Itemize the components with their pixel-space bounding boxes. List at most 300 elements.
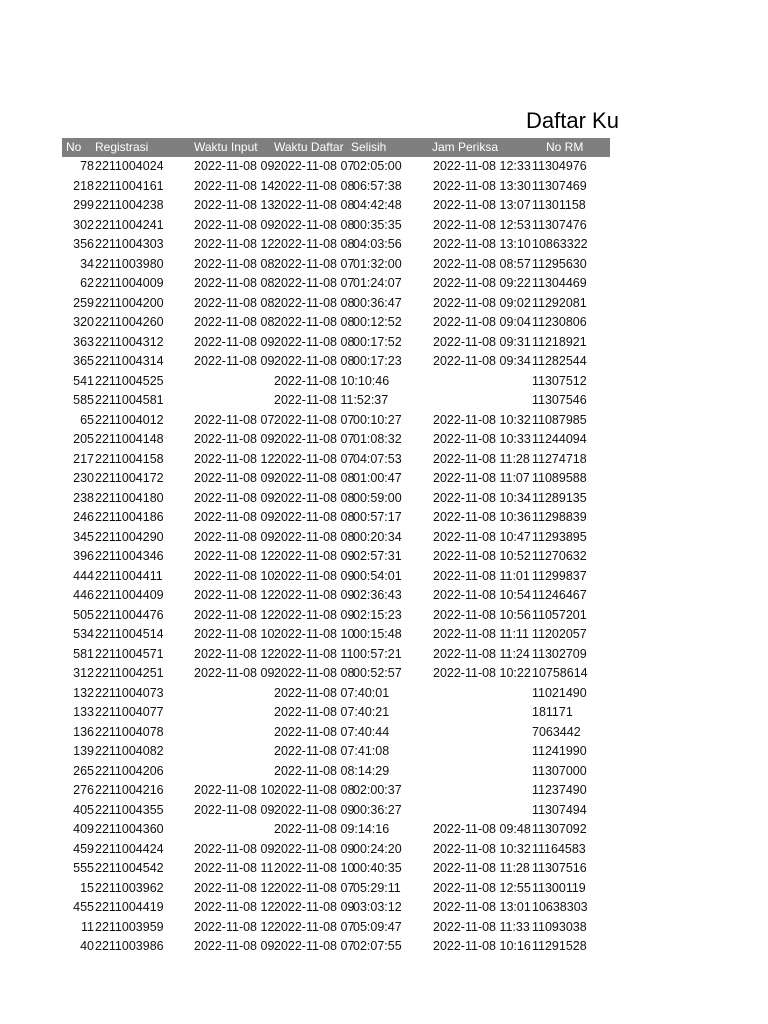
cell-registrasi: 2211004180 (95, 490, 164, 505)
cell-no-rm: 11295630 (532, 256, 587, 271)
cell-registrasi: 2211004024 (95, 159, 164, 173)
cell-selisih: 01:24:07 (353, 276, 402, 290)
cell-registrasi: 2211004346 (95, 549, 164, 563)
cell-no: 444 (73, 568, 94, 583)
cell-no-rm: 11241990 (532, 744, 587, 758)
table-row (0, 372, 768, 392)
cell-selisih: 00:17:23 (353, 354, 402, 368)
cell-registrasi: 2211004419 (95, 900, 164, 914)
cell-selisih: 00:59:00 (353, 490, 402, 505)
cell-selisih: 00:17:52 (353, 334, 402, 349)
cell-selisih: 00:12:52 (353, 315, 402, 329)
cell-waktu-input: 2022-11-08 14 (194, 178, 275, 193)
cell-no: 34 (80, 256, 94, 271)
table-row (0, 645, 768, 665)
cell-jam-periksa: 2022-11-08 11:11 (433, 627, 529, 641)
cell-selisih: 04:07:53 (353, 451, 402, 466)
cell-waktu-input: 2022-11-08 09 (194, 217, 275, 232)
cell-no-rm: 11292081 (532, 295, 587, 310)
cell-no: 15 (80, 880, 94, 895)
cell-no: 276 (73, 783, 94, 797)
cell-no-rm: 11304976 (532, 159, 587, 173)
cell-no: 363 (73, 334, 94, 349)
cell-waktu-daftar: 2022-11-08 08 (274, 354, 355, 368)
cell-selisih: 00:40:35 (353, 861, 402, 875)
cell-no-rm: 11301158 (532, 198, 586, 212)
cell-jam-periksa: 2022-11-08 09:34 (433, 354, 531, 368)
cell-jam-periksa: 2022-11-08 09:02 (433, 295, 531, 310)
table-row (0, 216, 768, 236)
cell-no: 136 (73, 724, 94, 739)
cell-registrasi: 2211004012 (95, 412, 164, 427)
header-waktu-daftar: Waktu Daftar (274, 140, 344, 154)
cell-waktu-daftar: 2022-11-08 08 (274, 315, 355, 329)
cell-no: 217 (73, 451, 94, 466)
cell-waktu-daftar: 2022-11-08 09 (274, 588, 355, 602)
cell-no: 505 (73, 607, 94, 622)
cell-registrasi: 2211003959 (95, 919, 164, 934)
cell-registrasi: 2211004312 (95, 334, 164, 349)
cell-registrasi: 2211004314 (95, 354, 164, 368)
cell-selisih: 04:03:56 (353, 237, 402, 251)
cell-registrasi: 2211003986 (95, 939, 164, 953)
cell-jam-periksa: 2022-11-08 12:53 (433, 217, 531, 232)
cell-no: 585 (73, 393, 94, 407)
table-row (0, 469, 768, 489)
cell-selisih: 02:07:55 (353, 939, 402, 953)
cell-waktu-input: 2022-11-08 08 (194, 276, 275, 290)
cell-no-rm: 181171 (532, 705, 573, 719)
table-row (0, 274, 768, 294)
cell-waktu-daftar: 2022-11-08 08 (274, 471, 355, 485)
table-row (0, 781, 768, 801)
table-row (0, 918, 768, 938)
cell-waktu-input: 2022-11-08 12 (194, 237, 275, 251)
cell-no-rm: 11307546 (532, 393, 587, 407)
sheet-title: Daftar Ku (526, 108, 619, 133)
cell-no-rm: 11274718 (532, 451, 587, 466)
cell-selisih: 00:20:34 (353, 529, 402, 544)
cell-selisih: 03:03:12 (353, 900, 402, 914)
cell-waktu-daftar: 2022-11-08 07 (274, 159, 355, 173)
cell-waktu-input: 2022-11-08 12 (194, 607, 275, 622)
cell-waktu-daftar: 2022-11-08 07 (274, 451, 355, 466)
cell-no: 218 (73, 178, 94, 193)
cell-waktu-daftar: 2022-11-08 09 (274, 802, 355, 817)
cell-waktu-daftar: 2022-11-08 08 (274, 666, 355, 680)
cell-waktu-daftar: 2022-11-08 08:14:29 (274, 763, 390, 778)
cell-no: 396 (73, 549, 94, 563)
table-row (0, 898, 768, 918)
cell-registrasi: 2211003980 (95, 256, 164, 271)
table-header (62, 138, 610, 157)
cell-waktu-input: 2022-11-08 11 (194, 861, 274, 875)
cell-no-rm: 11307469 (532, 178, 587, 193)
table-row (0, 333, 768, 353)
cell-selisih: 02:00:37 (353, 783, 402, 797)
cell-jam-periksa: 2022-11-08 10:34 (433, 490, 531, 505)
header-no: No (66, 140, 82, 154)
cell-no: 581 (73, 646, 94, 661)
cell-registrasi: 2211004216 (95, 783, 164, 797)
cell-waktu-input: 2022-11-08 08 (194, 256, 275, 271)
cell-waktu-input: 2022-11-08 08 (194, 315, 275, 329)
cell-selisih: 00:36:47 (353, 295, 402, 310)
cell-waktu-daftar: 2022-11-08 10 (274, 627, 355, 641)
cell-waktu-daftar: 2022-11-08 10:10:46 (274, 373, 390, 388)
cell-no: 230 (73, 471, 94, 485)
cell-waktu-daftar: 2022-11-08 09 (274, 841, 355, 856)
cell-no-rm: 11164583 (532, 841, 586, 856)
cell-selisih: 00:10:27 (353, 412, 402, 427)
cell-waktu-daftar: 2022-11-08 08 (274, 510, 355, 524)
cell-selisih: 02:36:43 (353, 588, 402, 602)
cell-waktu-daftar: 2022-11-08 09 (274, 607, 355, 622)
cell-waktu-input: 2022-11-08 09 (194, 490, 275, 505)
cell-no-rm: 11307512 (532, 373, 587, 388)
cell-registrasi: 2211004409 (95, 588, 164, 602)
table-row (0, 313, 768, 333)
table-row (0, 294, 768, 314)
cell-no: 40 (80, 939, 94, 953)
cell-registrasi: 2211003962 (95, 880, 164, 895)
cell-no: 62 (80, 276, 94, 290)
cell-no-rm: 11270632 (532, 549, 587, 563)
cell-no-rm: 11087985 (532, 412, 587, 427)
table-row (0, 664, 768, 684)
cell-waktu-input: 2022-11-08 12 (194, 549, 275, 563)
cell-waktu-input: 2022-11-08 10 (194, 568, 275, 583)
cell-waktu-daftar: 2022-11-08 07:41:08 (274, 744, 390, 758)
cell-waktu-input: 2022-11-08 09 (194, 334, 275, 349)
cell-no-rm: 11244094 (532, 432, 587, 446)
cell-no-rm: 11307476 (532, 217, 587, 232)
cell-selisih: 00:24:20 (353, 841, 402, 856)
cell-no-rm: 11307516 (532, 861, 587, 875)
cell-no-rm: 11307494 (532, 802, 587, 817)
cell-jam-periksa: 2022-11-08 09:04 (433, 315, 531, 329)
cell-waktu-input: 2022-11-08 09 (194, 529, 275, 544)
table-row (0, 742, 768, 762)
table-row (0, 177, 768, 197)
cell-selisih: 05:29:11 (353, 880, 401, 895)
cell-waktu-daftar: 2022-11-08 08 (274, 198, 355, 212)
cell-jam-periksa: 2022-11-08 11:24 (433, 646, 530, 661)
cell-no: 299 (73, 198, 94, 212)
cell-waktu-daftar: 2022-11-08 07:40:01 (274, 685, 390, 700)
table-row (0, 684, 768, 704)
cell-registrasi: 2211004186 (95, 510, 164, 524)
cell-selisih: 00:36:27 (353, 802, 402, 817)
cell-selisih: 00:57:21 (353, 646, 402, 661)
cell-no: 133 (73, 705, 94, 719)
table-row (0, 801, 768, 821)
cell-jam-periksa: 2022-11-08 13:01 (433, 900, 531, 914)
cell-waktu-daftar: 2022-11-08 08 (274, 295, 355, 310)
cell-registrasi: 2211004355 (95, 802, 164, 817)
cell-no-rm: 11304469 (532, 276, 587, 290)
cell-no: 246 (73, 510, 94, 524)
cell-waktu-input: 2022-11-08 10 (194, 783, 275, 797)
cell-selisih: 02:57:31 (353, 549, 402, 563)
cell-waktu-input: 2022-11-08 09 (194, 939, 275, 953)
cell-jam-periksa: 2022-11-08 08:57 (433, 256, 531, 271)
cell-registrasi: 2211004238 (95, 198, 164, 212)
cell-no-rm: 11246467 (532, 588, 587, 602)
cell-no-rm: 10863322 (532, 237, 588, 251)
cell-registrasi: 2211004200 (95, 295, 164, 310)
table-row (0, 528, 768, 548)
cell-jam-periksa: 2022-11-08 10:52 (433, 549, 531, 563)
cell-registrasi: 2211004077 (95, 705, 164, 719)
cell-jam-periksa: 2022-11-08 10:36 (433, 510, 531, 524)
cell-jam-periksa: 2022-11-08 10:16 (433, 939, 531, 953)
cell-waktu-daftar: 2022-11-08 10 (274, 861, 355, 875)
cell-no-rm: 11300119 (532, 880, 586, 895)
table-row (0, 411, 768, 431)
cell-no-rm: 10638303 (532, 900, 588, 914)
table-row (0, 157, 768, 177)
cell-no: 139 (73, 744, 94, 758)
cell-waktu-input: 2022-11-08 09 (194, 159, 275, 173)
cell-no: 312 (73, 666, 94, 680)
header-selisih: Selisih (351, 140, 387, 154)
cell-waktu-daftar: 2022-11-08 09:14:16 (274, 822, 390, 836)
cell-waktu-daftar: 2022-11-08 07 (274, 412, 355, 427)
cell-waktu-input: 2022-11-08 08 (194, 295, 275, 310)
cell-no-rm: 7063442 (532, 724, 581, 739)
cell-jam-periksa: 2022-11-08 11:07 (433, 471, 530, 485)
table-body (0, 157, 768, 957)
header-jam-periksa: Jam Periksa (432, 140, 499, 154)
cell-jam-periksa: 2022-11-08 11:01 (433, 568, 530, 583)
cell-no: 459 (73, 841, 94, 856)
cell-registrasi: 2211004241 (95, 217, 164, 232)
table-row (0, 567, 768, 587)
table-row (0, 255, 768, 275)
table-row (0, 859, 768, 879)
cell-jam-periksa: 2022-11-08 10:54 (433, 588, 531, 602)
table-row (0, 391, 768, 411)
cell-no: 365 (73, 354, 94, 368)
cell-waktu-daftar: 2022-11-08 08 (274, 178, 355, 193)
cell-waktu-daftar: 2022-11-08 07 (274, 276, 355, 290)
cell-selisih: 06:57:38 (353, 178, 402, 193)
table-row (0, 840, 768, 860)
cell-waktu-input: 2022-11-08 10 (194, 627, 275, 641)
cell-waktu-daftar: 2022-11-08 11 (274, 646, 354, 661)
cell-waktu-daftar: 2022-11-08 09 (274, 900, 355, 914)
cell-no: 534 (73, 627, 94, 641)
cell-no-rm: 11302709 (532, 646, 587, 661)
cell-waktu-daftar: 2022-11-08 09 (274, 549, 355, 563)
cell-no-rm: 11089588 (532, 471, 587, 485)
cell-jam-periksa: 2022-11-08 11:33 (433, 919, 530, 934)
cell-registrasi: 2211004525 (95, 373, 164, 388)
cell-no: 409 (73, 822, 94, 836)
cell-no: 405 (73, 802, 94, 817)
cell-jam-periksa: 2022-11-08 09:22 (433, 276, 531, 290)
cell-selisih: 00:52:57 (353, 666, 402, 680)
cell-registrasi: 2211004476 (95, 607, 164, 622)
cell-registrasi: 2211004360 (95, 822, 164, 836)
cell-no: 259 (73, 295, 94, 310)
cell-no: 205 (73, 432, 94, 446)
cell-no-rm: 11307000 (532, 763, 587, 778)
cell-jam-periksa: 2022-11-08 10:33 (433, 432, 531, 446)
cell-waktu-daftar: 2022-11-08 11:52:37 (274, 393, 389, 407)
cell-no: 265 (73, 763, 94, 778)
cell-registrasi: 2211004082 (95, 744, 164, 758)
cell-jam-periksa: 2022-11-08 11:28 (433, 861, 530, 875)
table-row (0, 606, 768, 626)
cell-jam-periksa: 2022-11-08 10:32 (433, 841, 531, 856)
cell-registrasi: 2211004424 (95, 841, 164, 856)
table-row (0, 879, 768, 899)
cell-no: 320 (73, 315, 94, 329)
cell-selisih: 00:35:35 (353, 217, 402, 232)
table-row (0, 937, 768, 957)
cell-waktu-input: 2022-11-08 12 (194, 880, 275, 895)
cell-registrasi: 2211004514 (95, 627, 164, 641)
cell-waktu-daftar: 2022-11-08 09 (274, 568, 355, 583)
cell-no: 356 (73, 237, 94, 251)
cell-jam-periksa: 2022-11-08 12:55 (433, 880, 531, 895)
cell-no-rm: 11289135 (532, 490, 587, 505)
cell-no-rm: 11293895 (532, 529, 587, 544)
cell-no-rm: 11057201 (532, 607, 587, 622)
cell-registrasi: 2211004073 (95, 685, 164, 700)
cell-jam-periksa: 2022-11-08 10:47 (433, 529, 531, 544)
cell-no: 132 (73, 685, 94, 700)
cell-selisih: 00:57:17 (353, 510, 402, 524)
cell-selisih: 01:00:47 (353, 471, 402, 485)
cell-no-rm: 11230806 (532, 315, 587, 329)
cell-waktu-input: 2022-11-08 09 (194, 802, 275, 817)
cell-jam-periksa: 2022-11-08 13:30 (433, 178, 531, 193)
cell-registrasi: 2211004581 (95, 393, 164, 407)
table-row (0, 489, 768, 509)
cell-no-rm: 11218921 (532, 334, 587, 349)
cell-waktu-input: 2022-11-08 12 (194, 451, 275, 466)
cell-waktu-input: 2022-11-08 07 (194, 412, 275, 427)
cell-jam-periksa: 2022-11-08 09:31 (433, 334, 531, 349)
cell-waktu-daftar: 2022-11-08 07:40:21 (274, 705, 390, 719)
cell-no-rm: 11299837 (532, 568, 587, 583)
cell-jam-periksa: 2022-11-08 13:07 (433, 198, 531, 212)
table-row (0, 625, 768, 645)
cell-jam-periksa: 2022-11-08 13:10 (433, 237, 531, 251)
cell-registrasi: 2211004303 (95, 237, 164, 251)
cell-waktu-input: 2022-11-08 12 (194, 919, 275, 934)
cell-waktu-input: 2022-11-08 09 (194, 841, 275, 856)
table-row (0, 352, 768, 372)
cell-registrasi: 2211004158 (95, 451, 164, 466)
cell-selisih: 01:32:00 (353, 256, 402, 271)
cell-no-rm: 11291528 (532, 939, 587, 953)
cell-no: 541 (73, 373, 94, 388)
cell-waktu-daftar: 2022-11-08 08 (274, 237, 355, 251)
cell-no: 302 (73, 217, 94, 232)
cell-no-rm: 11237490 (532, 783, 587, 797)
cell-no: 11 (81, 919, 94, 934)
cell-waktu-daftar: 2022-11-08 07 (274, 432, 355, 446)
table-row (0, 703, 768, 723)
cell-no: 65 (80, 412, 94, 427)
table-row (0, 762, 768, 782)
cell-waktu-daftar: 2022-11-08 08 (274, 334, 355, 349)
table-row (0, 508, 768, 528)
cell-no-rm: 11093038 (532, 919, 587, 934)
cell-jam-periksa: 2022-11-08 09:48 (433, 822, 531, 836)
cell-registrasi: 2211004148 (95, 432, 164, 446)
cell-selisih: 00:15:48 (353, 627, 402, 641)
cell-waktu-daftar: 2022-11-08 08 (274, 783, 355, 797)
header-registrasi: Registrasi (95, 140, 149, 154)
cell-waktu-input: 2022-11-08 09 (194, 471, 275, 485)
cell-no-rm: 11202057 (532, 627, 587, 641)
cell-registrasi: 2211004009 (95, 276, 164, 290)
cell-registrasi: 2211004206 (95, 763, 164, 778)
cell-waktu-daftar: 2022-11-08 07:40:44 (274, 724, 390, 739)
cell-selisih: 05:09:47 (353, 919, 402, 934)
cell-registrasi: 2211004411 (95, 568, 163, 583)
cell-jam-periksa: 2022-11-08 12:33 (433, 159, 531, 173)
cell-registrasi: 2211004290 (95, 529, 164, 544)
cell-registrasi: 2211004571 (95, 646, 164, 661)
cell-waktu-daftar: 2022-11-08 07 (274, 880, 355, 895)
cell-no-rm: 11282544 (532, 354, 587, 368)
cell-no-rm: 11298839 (532, 510, 587, 524)
cell-selisih: 01:08:32 (353, 432, 402, 446)
cell-no-rm: 10758614 (532, 666, 588, 680)
cell-registrasi: 2211004161 (95, 178, 164, 193)
cell-waktu-input: 2022-11-08 09 (194, 666, 275, 680)
cell-waktu-input: 2022-11-08 12 (194, 588, 275, 602)
cell-registrasi: 2211004078 (95, 724, 164, 739)
cell-no: 446 (73, 588, 94, 602)
cell-waktu-daftar: 2022-11-08 07 (274, 919, 355, 934)
table-row (0, 586, 768, 606)
cell-waktu-daftar: 2022-11-08 07 (274, 939, 355, 953)
cell-no: 78 (80, 159, 94, 173)
table-row (0, 196, 768, 216)
cell-waktu-input: 2022-11-08 12 (194, 646, 275, 661)
cell-jam-periksa: 2022-11-08 10:56 (433, 607, 531, 622)
header-waktu-input: Waktu Input (194, 140, 258, 154)
cell-jam-periksa: 2022-11-08 10:32 (433, 412, 531, 427)
cell-no-rm: 11021490 (532, 685, 587, 700)
cell-waktu-input: 2022-11-08 12 (194, 900, 275, 914)
table-row (0, 723, 768, 743)
table-row (0, 450, 768, 470)
table-row (0, 235, 768, 255)
cell-waktu-daftar: 2022-11-08 08 (274, 490, 355, 505)
cell-waktu-daftar: 2022-11-08 08 (274, 529, 355, 544)
cell-no-rm: 11307092 (532, 822, 587, 836)
cell-waktu-daftar: 2022-11-08 08 (274, 217, 355, 232)
table-row (0, 820, 768, 840)
cell-selisih: 02:05:00 (353, 159, 402, 173)
cell-waktu-input: 2022-11-08 09 (194, 432, 275, 446)
cell-jam-periksa: 2022-11-08 10:22 (433, 666, 531, 680)
cell-waktu-input: 2022-11-08 09 (194, 354, 275, 368)
cell-registrasi: 2211004542 (95, 861, 164, 875)
cell-waktu-input: 2022-11-08 13 (194, 198, 275, 212)
cell-no: 345 (73, 529, 94, 544)
cell-no: 238 (73, 490, 94, 505)
cell-selisih: 04:42:48 (353, 198, 402, 212)
